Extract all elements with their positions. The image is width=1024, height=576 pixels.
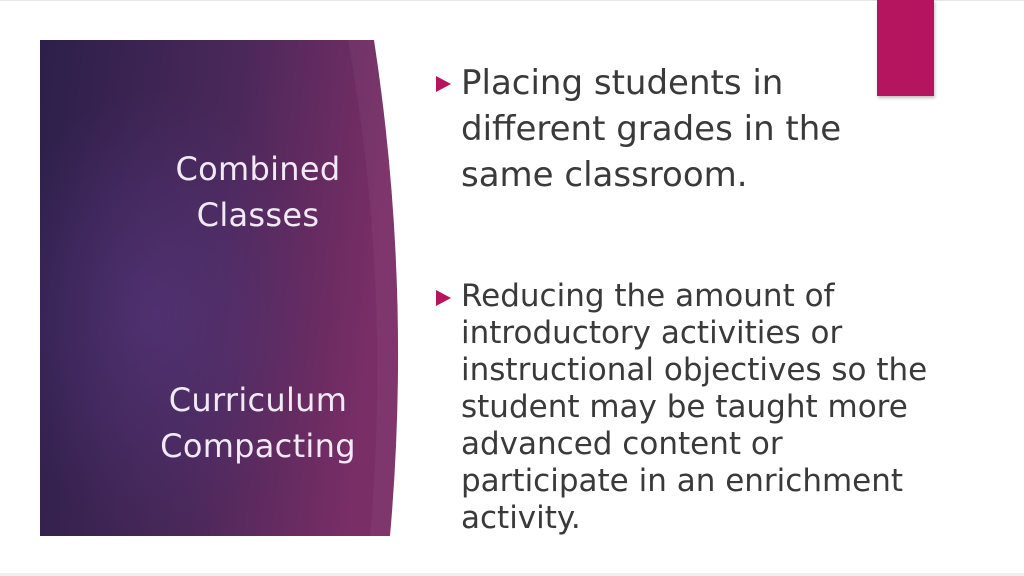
bullet-item-2 bbox=[436, 278, 996, 548]
bullet-item-1 bbox=[436, 60, 996, 200]
heading-combined-classes: Combined Classes bbox=[175, 150, 341, 234]
heading-curriculum-compacting: Curriculum Compacting bbox=[160, 381, 356, 465]
bullet-text-2: Reducing the amount of introductory activities or instructional objectives so the student may be taught more advanced content or participate in an enrichment activity. bbox=[461, 278, 928, 536]
bullet-text-1: Placing students in different grades in the same classroom. bbox=[461, 63, 842, 195]
triangle-bullet-icon bbox=[436, 76, 451, 92]
triangle-bullet-icon bbox=[436, 290, 451, 306]
top-divider bbox=[0, 0, 1024, 1]
left-title-panel bbox=[40, 40, 412, 536]
